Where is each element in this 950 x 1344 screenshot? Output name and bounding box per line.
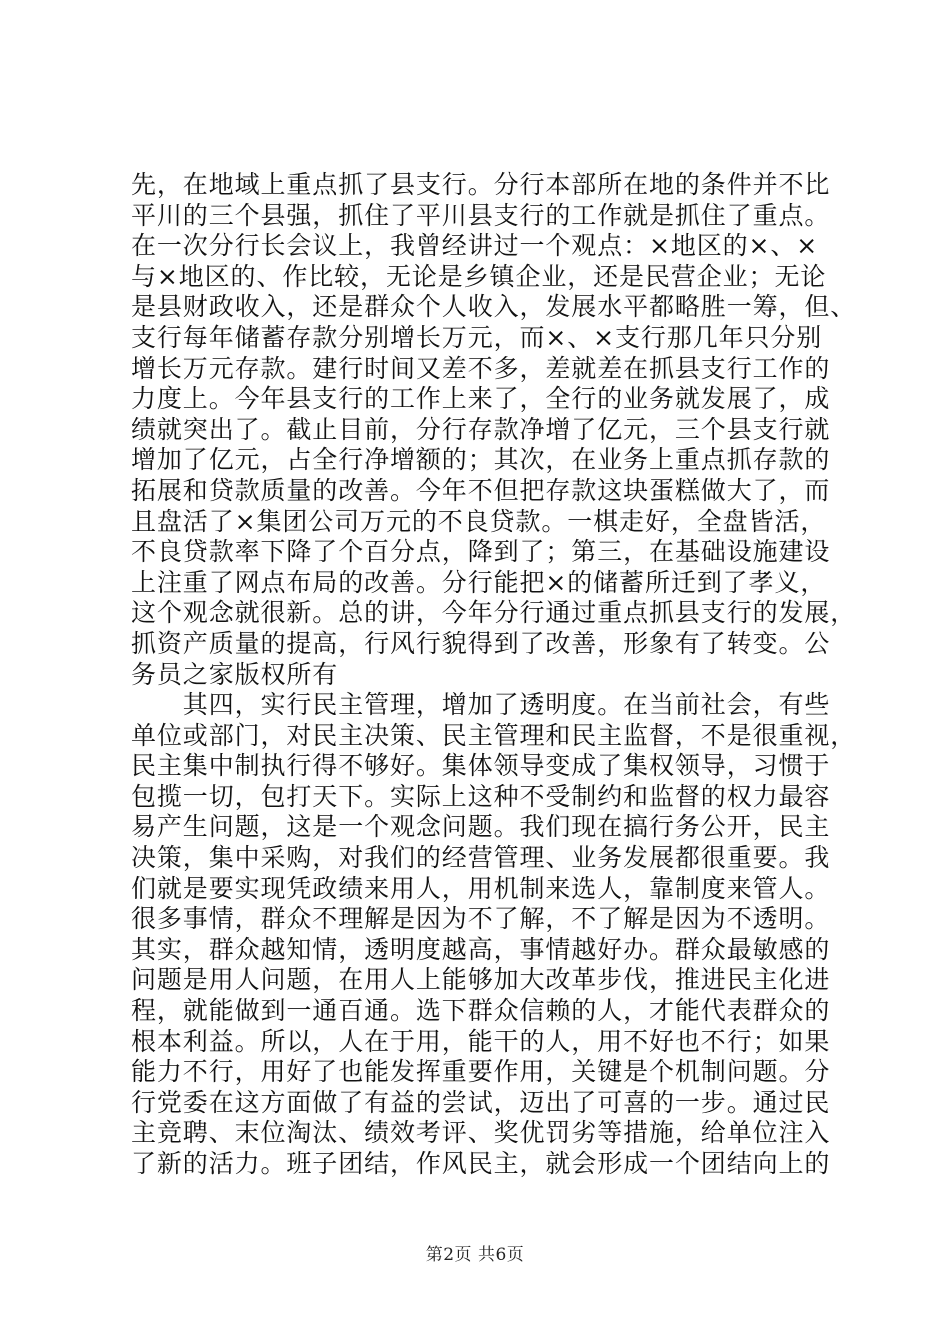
text-line: 先，在地域上重点抓了县支行。分行本部所在地的条件并不比 bbox=[131, 170, 831, 199]
text-line: 主竞聘、末位淘汰、绩效考评、奖优罚劣等措施，给单位注入 bbox=[131, 1118, 831, 1148]
text-line: 且盘活了×集团公司万元的不良贷款。一棋走好，全盘皆活， bbox=[131, 506, 827, 536]
text-line: 其实，群众越知情，透明度越高，事情越好办。群众最敏感的 bbox=[131, 934, 831, 964]
text-line: 单位或部门，对民主决策、民主管理和民主监督，不是很重视， bbox=[131, 720, 857, 750]
text-line: 上注重了网点布局的改善。分行能把×的储蓄所迁到了孝义， bbox=[131, 567, 827, 597]
text-line: 能力不行，用好了也能发挥重要作用，关键是个机制问题。分 bbox=[131, 1057, 831, 1087]
text-line: 在一次分行长会议上，我曾经讲过一个观点：×地区的×、× bbox=[131, 231, 819, 261]
text-line: 了新的活力。班子团结，作风民主，就会形成一个团结向上的 bbox=[131, 1149, 831, 1178]
text-line: 是县财政收入，还是群众个人收入，发展水平都略胜一筹，但、 bbox=[131, 292, 857, 322]
text-line: 绩就突出了。截止目前，分行存款净增了亿元，三个县支行就 bbox=[131, 414, 831, 444]
text-line: 增长万元存款。建行时间又差不多，差就差在抓县支行工作的 bbox=[131, 353, 831, 383]
page-footer: 第2页 共6页 bbox=[425, 1245, 525, 1265]
text-line: 民主集中制执行得不够好。集体领导变成了集权领导，习惯于 bbox=[131, 751, 831, 781]
text-line: 支行每年储蓄存款分别增长万元，而×、×支行那几年只分别 bbox=[131, 322, 823, 352]
text-line: 易产生问题，这是一个观念问题。我们现在搞行务公开，民主 bbox=[131, 812, 831, 842]
text-line: 们就是要实现凭政绩来用人，用机制来选人，靠制度来管人。 bbox=[131, 873, 831, 903]
body-text bbox=[131, 170, 857, 1180]
text-line: 增加了亿元，占全行净增额的；其次，在业务上重点抓存款的 bbox=[131, 445, 831, 475]
text-line: 决策，集中采购，对我们的经营管理、业务发展都很重要。我 bbox=[131, 843, 831, 873]
text-line: 包揽一切，包打天下。实际上这种不受制约和监督的权力最容 bbox=[131, 781, 831, 811]
text-line: 问题是用人问题，在用人上能够加大改革步伐，推进民主化进 bbox=[131, 965, 831, 995]
text-line: 力度上。今年县支行的工作上来了，全行的业务就发展了，成 bbox=[131, 384, 831, 414]
text-line: 其四，实行民主管理，增加了透明度。在当前社会，有些 bbox=[131, 690, 831, 720]
text-line: 抓资产质量的提高，行风行貌得到了改善，形象有了转变。公 bbox=[131, 628, 831, 658]
text-line: 很多事情，群众不理解是因为不了解，不了解是因为不透明。 bbox=[131, 904, 831, 934]
text-line: 行党委在这方面做了有益的尝试，迈出了可喜的一步。通过民 bbox=[131, 1087, 831, 1117]
text-line: 务员之家版权所有 bbox=[131, 659, 339, 689]
text-line: 这个观念就很新。总的讲，今年分行通过重点抓县支行的发展， bbox=[131, 598, 857, 628]
text-line: 拓展和贷款质量的改善。今年不但把存款这块蛋糕做大了，而 bbox=[131, 475, 831, 505]
text-line: 与×地区的、作比较，无论是乡镇企业，还是民营企业；无论 bbox=[131, 261, 827, 291]
text-line: 平川的三个县强，抓住了平川县支行的工作就是抓住了重点。 bbox=[131, 200, 831, 230]
text-line: 根本利益。所以，人在于用，能干的人，用不好也不行；如果 bbox=[131, 1026, 831, 1056]
text-line: 程，就能做到一通百通。选下群众信赖的人，才能代表群众的 bbox=[131, 996, 831, 1026]
text-line: 不良贷款率下降了个百分点，降到了；第三，在基础设施建设 bbox=[131, 537, 831, 567]
